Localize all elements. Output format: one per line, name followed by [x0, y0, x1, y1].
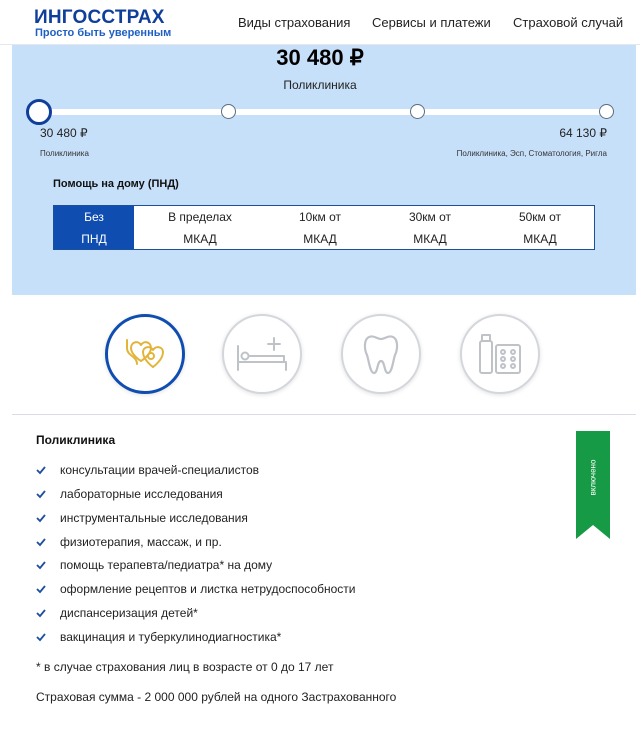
option-line2: МКАД	[413, 231, 447, 246]
home-help-title: Помощь на дому (ПНД)	[53, 178, 179, 190]
total-price: 30 480 ₽	[276, 45, 364, 70]
included-badge	[576, 431, 610, 523]
service-hospital-button[interactable]	[222, 314, 302, 394]
list-item-text: диспансеризация детей*	[60, 606, 198, 620]
slider-stop-3[interactable]	[410, 104, 425, 119]
pharmacy-icon	[476, 331, 524, 377]
package-slider-track[interactable]	[38, 109, 608, 115]
option-line1: В пределах	[168, 209, 232, 224]
check-icon	[36, 584, 46, 594]
heart-stethoscope-icon	[121, 334, 169, 374]
logo-tagline: Просто быть уверенным	[35, 27, 172, 39]
section-divider	[12, 414, 636, 415]
sum-insured: Страховая сумма - 2 000 000 рублей на одного Застрахованного	[36, 690, 397, 704]
details-title: Поликлиника	[36, 433, 116, 447]
tooth-icon	[361, 331, 401, 377]
option-line1: 50км от	[518, 209, 562, 224]
list-item-text: помощь терапевта/педиатра* на дому	[60, 558, 273, 572]
home-help-option-mkad[interactable]	[134, 206, 266, 249]
included-badge-text: включено	[588, 459, 598, 495]
slider-max-value: 64 130 ₽	[559, 126, 607, 140]
home-help-option-30km[interactable]	[374, 206, 486, 249]
hospital-bed-icon	[234, 334, 290, 374]
list-item-text: лабораторные исследования	[60, 487, 223, 501]
service-polyclinic-button[interactable]	[105, 314, 185, 394]
check-icon	[36, 513, 46, 523]
slider-min-label: Поликлиника	[40, 149, 89, 158]
check-icon	[36, 560, 46, 570]
site-header	[0, 0, 640, 45]
slider-max-label: Поликлиника, Эсп, Стоматология, Ригла	[456, 149, 607, 158]
option-line2: МКАД	[303, 231, 337, 246]
list-item-text: оформление рецептов и листка нетрудоспособности	[60, 582, 356, 596]
list-item-text: физиотерапия, массаж, и пр.	[60, 535, 222, 549]
service-pharmacy-button[interactable]	[460, 314, 540, 394]
check-icon	[36, 537, 46, 547]
option-line1: Без	[84, 209, 104, 224]
check-icon	[36, 489, 46, 499]
package-name: Поликлиника	[283, 78, 357, 92]
option-line2: ПНД	[81, 231, 107, 246]
option-line1: 10км от	[298, 209, 342, 224]
logo-title[interactable]: ИНГОССТРАХ	[34, 7, 165, 28]
option-line1: 30км от	[408, 209, 452, 224]
slider-stop-2[interactable]	[221, 104, 236, 119]
slider-handle[interactable]	[26, 99, 52, 125]
home-help-option-none[interactable]	[54, 206, 134, 249]
check-icon	[36, 608, 46, 618]
home-help-option-50km[interactable]	[486, 206, 594, 249]
option-line2: МКАД	[523, 231, 557, 246]
slider-min-value: 30 480 ₽	[40, 126, 88, 140]
check-icon	[36, 465, 46, 475]
slider-stop-4[interactable]	[599, 104, 614, 119]
service-dentistry-button[interactable]	[341, 314, 421, 394]
home-help-selector	[53, 205, 595, 250]
nav-insured-event[interactable]: Страховой случай	[513, 15, 624, 30]
list-item-text: инструментальные исследования	[60, 511, 248, 525]
nav-services-payments[interactable]: Сервисы и платежи	[372, 15, 491, 30]
age-footnote: * в случае страхования лиц в возрасте от 0 до 17 лет	[36, 660, 334, 674]
check-icon	[36, 632, 46, 642]
list-item-text: консультации врачей-специалистов	[60, 463, 260, 477]
nav-insurance-types[interactable]: Виды страхования	[238, 15, 351, 30]
home-help-option-10km[interactable]	[266, 206, 374, 249]
list-item-text: вакцинация и туберкулинодиагностика*	[60, 630, 282, 644]
option-line2: МКАД	[183, 231, 217, 246]
